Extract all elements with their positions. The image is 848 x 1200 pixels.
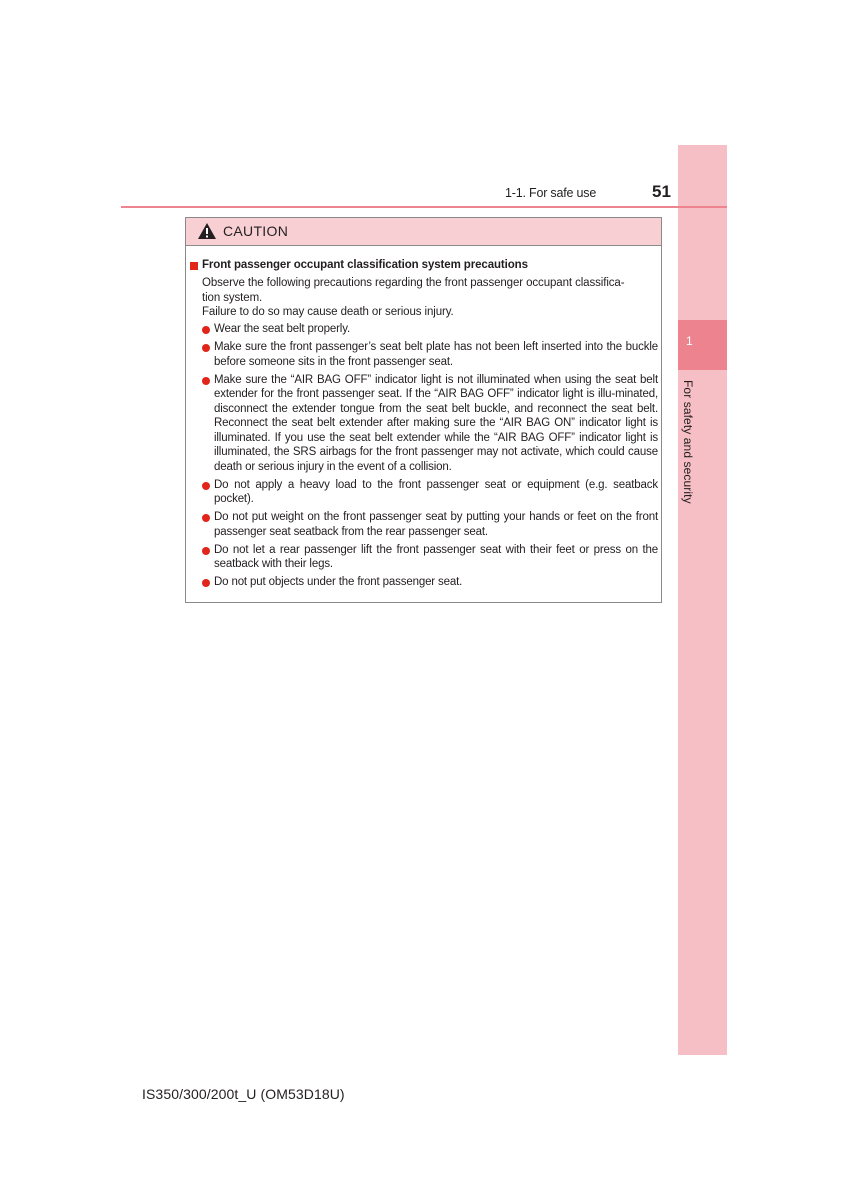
chapter-number-tab — [678, 320, 727, 370]
header-rule — [121, 206, 727, 208]
caution-box — [185, 217, 662, 603]
caution-title: CAUTION — [223, 223, 289, 239]
chapter-side-tab — [678, 145, 727, 1055]
bullet-dot-icon — [202, 377, 210, 385]
page-number: 51 — [652, 182, 671, 201]
bullet-dot-icon — [202, 547, 210, 555]
list-item — [202, 478, 658, 507]
chapter-title: For safety and security — [681, 380, 695, 504]
list-item-text: Wear the seat belt properly. — [214, 323, 351, 335]
caution-header — [186, 218, 661, 246]
list-item-text: Do not put objects under the front passenger seat. — [214, 576, 463, 588]
intro-line: tion system. — [202, 291, 263, 304]
bullet-dot-icon — [202, 344, 210, 352]
list-item-text: Do not let a rear passenger lift the front passenger seat with their feet or press on the seatback with their legs. — [214, 543, 658, 570]
list-item — [202, 543, 658, 572]
list-item-text: Do not put weight on the front passenger seat by putting your hands or feet on the front passenger seat seatback from the rear passenger seat. — [214, 511, 658, 538]
list-item — [202, 373, 658, 475]
list-item — [202, 575, 658, 590]
bullet-dot-icon — [202, 326, 210, 334]
list-item — [202, 510, 658, 539]
section-header: 1-1. For safe use — [505, 186, 597, 200]
chapter-number: 1 — [686, 334, 693, 348]
section-title: Front passenger occupant classification system precautions — [202, 259, 528, 271]
warning-triangle-icon — [197, 222, 217, 240]
model-code-footer: IS350/300/200t_U (OM53D18U) — [142, 1086, 345, 1102]
bullet-dot-icon — [202, 514, 210, 522]
list-item-text: Do not apply a heavy load to the front passenger seat or equipment (e.g. seatback pocket). — [214, 478, 658, 505]
list-item — [202, 340, 658, 369]
intro-line: Observe the following precautions regarding the front passenger occupant classifica- — [202, 277, 625, 289]
list-item-text: Make sure the front passenger’s seat belt plate has not been left inserted into the buckle before someone sits in the front passenger seat. — [214, 341, 658, 368]
bullet-dot-icon — [202, 482, 210, 490]
list-item-text: Make sure the “AIR BAG OFF” indicator light is not illuminated when using the seat belt extender for the front passenger seat. If the “AIR BAG OFF” indicator light is illu-minated, disconnect the extender tongue from the seat belt buckle, and reconnect the seat belt. Reconnect the seat belt extender after making sure the “AIR BAG ON” indicator light is illuminated. If you use the seat belt extender while the “AIR BAG OFF” indicator light is illuminated, the SRS airbags for the front passenger may not activate, which could cause death or serious injury in the event of a collision. — [214, 373, 658, 473]
precaution-list — [202, 322, 658, 593]
intro-text — [202, 276, 654, 320]
section-square-icon — [190, 262, 198, 270]
intro-line: Failure to do so may cause death or serious injury. — [202, 306, 454, 318]
list-item — [202, 322, 658, 337]
bullet-dot-icon — [202, 579, 210, 587]
